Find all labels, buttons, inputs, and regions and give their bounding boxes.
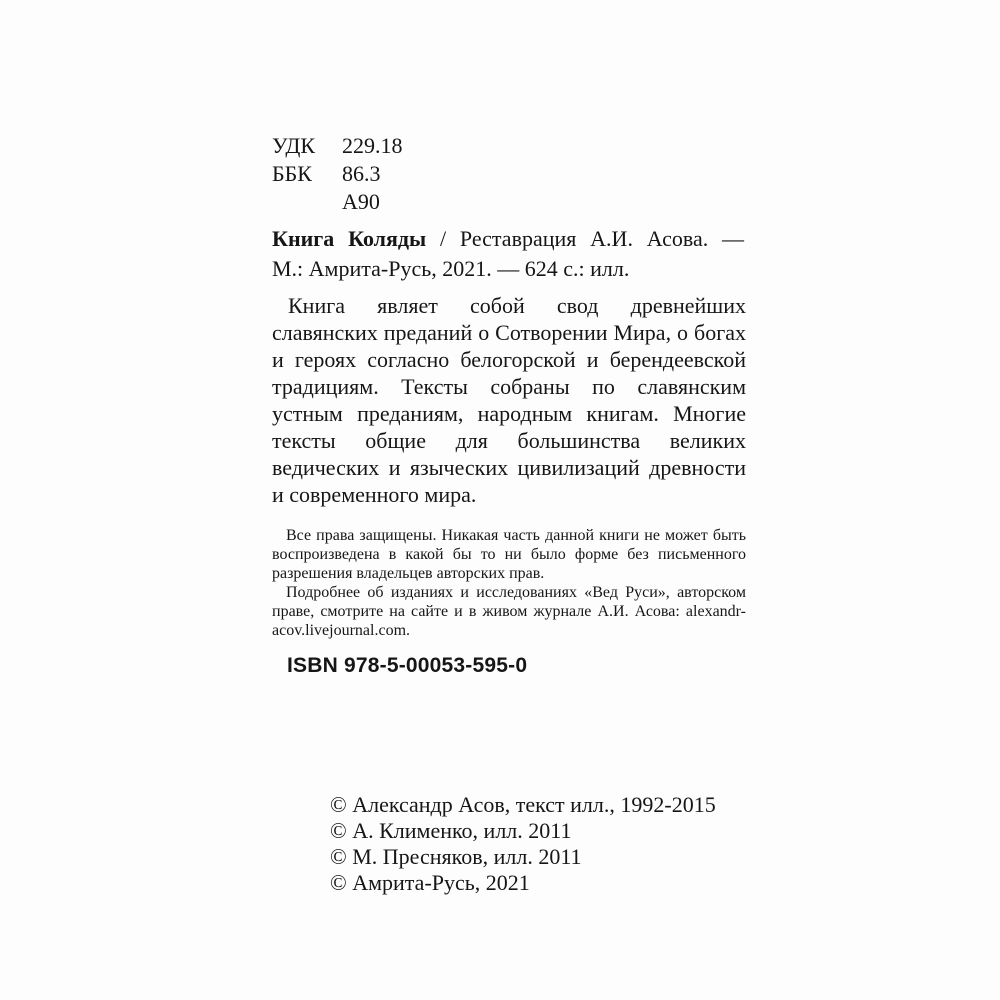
copyright-line: © Амрита-Русь, 2021 bbox=[330, 870, 530, 895]
biblio-line-2: М.: Амрита-Русь, 2021. — 624 с.: илл. bbox=[272, 256, 630, 281]
copyright-line: © Александр Асов, текст илл., 1992-2015 bbox=[330, 792, 716, 817]
isbn-number: ISBN 978-5-00053-595-0 bbox=[287, 654, 528, 677]
udk-code bbox=[272, 132, 403, 160]
bibliographic-record bbox=[272, 224, 744, 284]
copyright-line: © А. Клименко, илл. 2011 bbox=[330, 818, 572, 843]
classification-codes bbox=[272, 132, 403, 216]
author-sign: А90 bbox=[342, 189, 380, 214]
copyright-lines bbox=[330, 792, 716, 896]
biblio-line-1 bbox=[272, 224, 744, 254]
annotation-text: Книга являет собой свод древнейших славянских преданий о Сотворении Мира, о богах и героях согласно белогорской и берендеевской традициям. Тексты собраны по славянским устным преданиям, народным книгам. Многие тексты общие для большинства великих ведических и языческих цивилизаций древности и современного мира. bbox=[272, 293, 746, 507]
rights-paragraph-1: Все права защищены. Никакая часть данной книги не может быть воспроизведена в какой бы то ни было форме без письменного разрешения владельцев авторских прав. bbox=[272, 527, 746, 582]
rights-notice bbox=[272, 526, 746, 640]
udk-label: УДК bbox=[272, 133, 316, 158]
rights-paragraph-2: Подробнее об изданиях и исследованиях «Вед Руси», авторском праве, смотрите на сайте и в живом журнале А.И. Асова: alexandr-acov.livejournal.com. bbox=[272, 584, 746, 639]
udk-value: 229.18 bbox=[342, 133, 403, 158]
bbk-code bbox=[272, 160, 403, 188]
bbk-label: ББК bbox=[272, 161, 312, 186]
biblio-responsibility: / Реставрация А.И. Асова. — bbox=[426, 226, 744, 251]
book-title: Книга Коляды bbox=[272, 226, 427, 251]
copyright-line: © М. Пресняков, илл. 2011 bbox=[330, 844, 582, 869]
bbk-value: 86.3 bbox=[342, 161, 381, 186]
